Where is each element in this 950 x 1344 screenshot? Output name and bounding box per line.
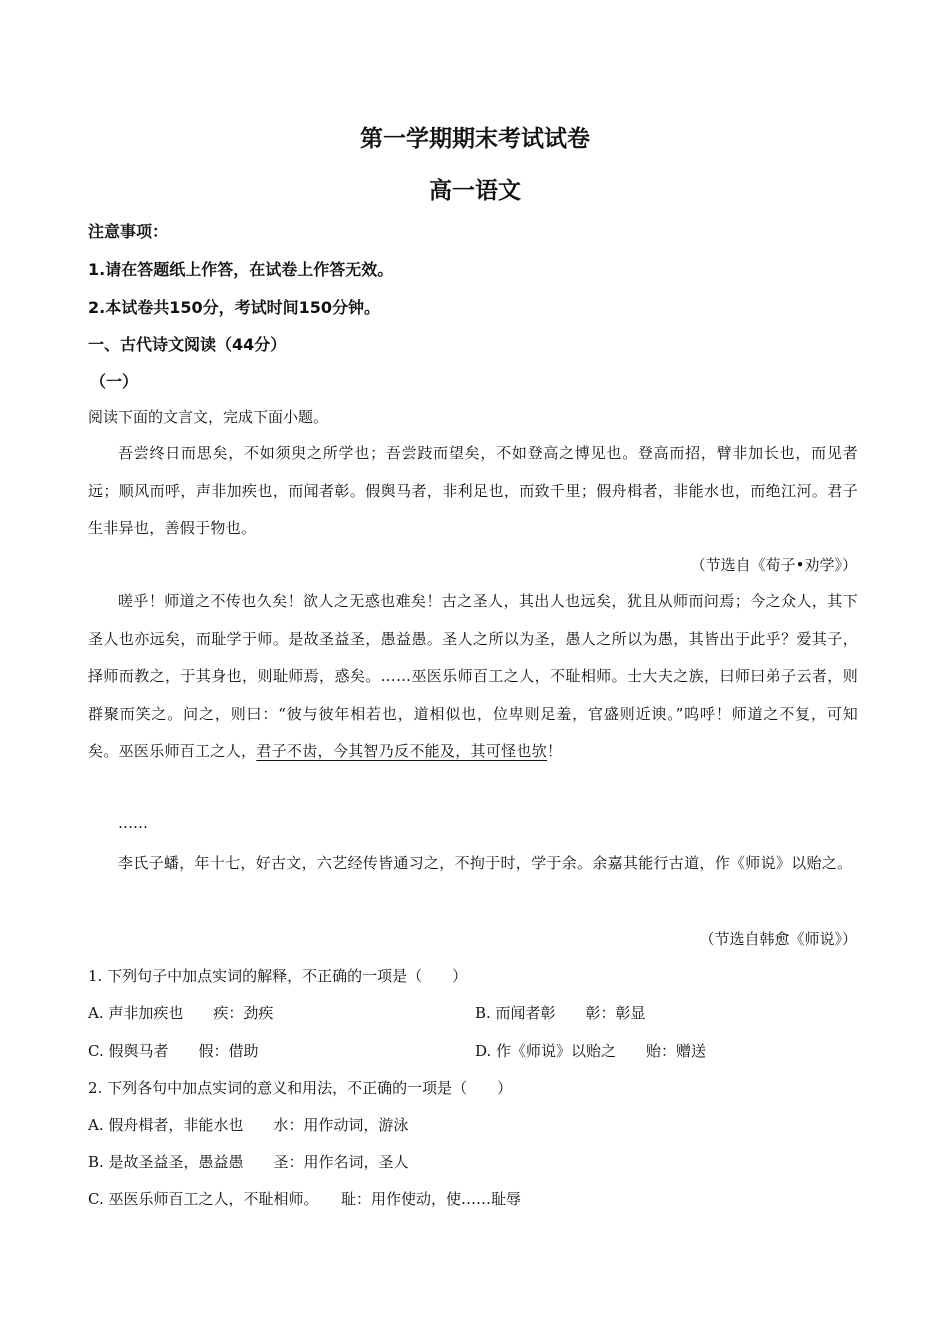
option-b: B. 是故圣益圣，愚益愚 圣：用作名词，圣人: [88, 1153, 409, 1171]
ellipsis: ……: [118, 814, 148, 832]
note-item: 2.本试卷共150分，考试时间150分钟。: [88, 298, 381, 317]
passage-quanxue: 吾尝终日而思矣，不如须臾之所学也；吾尝跂而望矣，不如登高之博见也。登高而招，臂非加长也，而见者远；顺风而呼，声非加疾也，而闻者彰。假舆马者，非利足也，而致千里；假舟楫者，非能水也，而绝江河。君子生非异也，善假于物也。: [88, 444, 858, 537]
instruction: 阅读下面的文言文，完成下面小题。: [88, 408, 329, 426]
option-b: B. 而闻者彰 彰：彰显: [475, 1004, 646, 1022]
option-c: C. 巫医乐师百工之人，不耻相师。 耻：用作使动，使……耻辱: [88, 1190, 521, 1208]
underlined-sentence: 君子不齿，今其智乃反不能及，其可怪也欤: [256, 742, 548, 760]
question-stem: 2. 下列各句中加点实词的意义和用法，不正确的一项是（ ）: [88, 1079, 513, 1097]
passage-text-end: ！: [547, 742, 563, 760]
source-quanxue: （节选自《荀子•劝学》）: [690, 556, 857, 574]
option-a: A. 声非加疾也 疾：劲疾: [88, 1004, 274, 1022]
subsection-label: （一）: [90, 372, 139, 391]
option-c: C. 假舆马者 假：借助: [88, 1042, 259, 1060]
section-title: 一、古代诗文阅读（44分）: [88, 335, 287, 354]
question-stem: 1. 下列句子中加点实词的解释，不正确的一项是（ ）: [88, 967, 468, 985]
page-title: 第一学期期末考试试卷: [360, 126, 590, 152]
passage-text: 嗟乎！师道之不传也久矣！欲人之无惑也难矣！古之圣人，其出人也远矣，犹且从师而问焉；今之众人，其下圣人也亦远矣，而耻学于师。是故圣益圣，愚益愚。圣人之所以为圣，愚人之所以为愚，其皆出于此乎？爱其子，择师而教之，于其身也，则耻师焉，惑矣。……巫医乐师百工之人，不耻相师。士大夫之族，曰师曰弟子云者，则群聚而笑之。问之，则曰：“彼与彼年相若也，道相似也，位卑则足羞，官盛则近谀。”呜呼！师道之不复，可知矣。巫医乐师百工之人，: [88, 592, 858, 760]
passage-ending: 李氏子蟠，年十七，好古文，六艺经传皆通习之，不拘于时，学于余。余嘉其能行古道，作《师说》以贻之。: [118, 854, 853, 872]
page-subtitle: 高一语文: [429, 178, 521, 204]
option-a: A. 假舟楫者，非能水也 水：用作动词，游泳: [88, 1116, 409, 1134]
note-item: 1.请在答题纸上作答，在试卷上作答无效。: [88, 260, 394, 279]
option-d: D. 作《师说》以贻之 贻：赠送: [475, 1042, 707, 1060]
notes-heading: 注意事项：: [88, 222, 169, 241]
passage-shishuo: [88, 583, 858, 771]
source-shishuo: （节选自韩愈《师说》）: [699, 930, 857, 948]
